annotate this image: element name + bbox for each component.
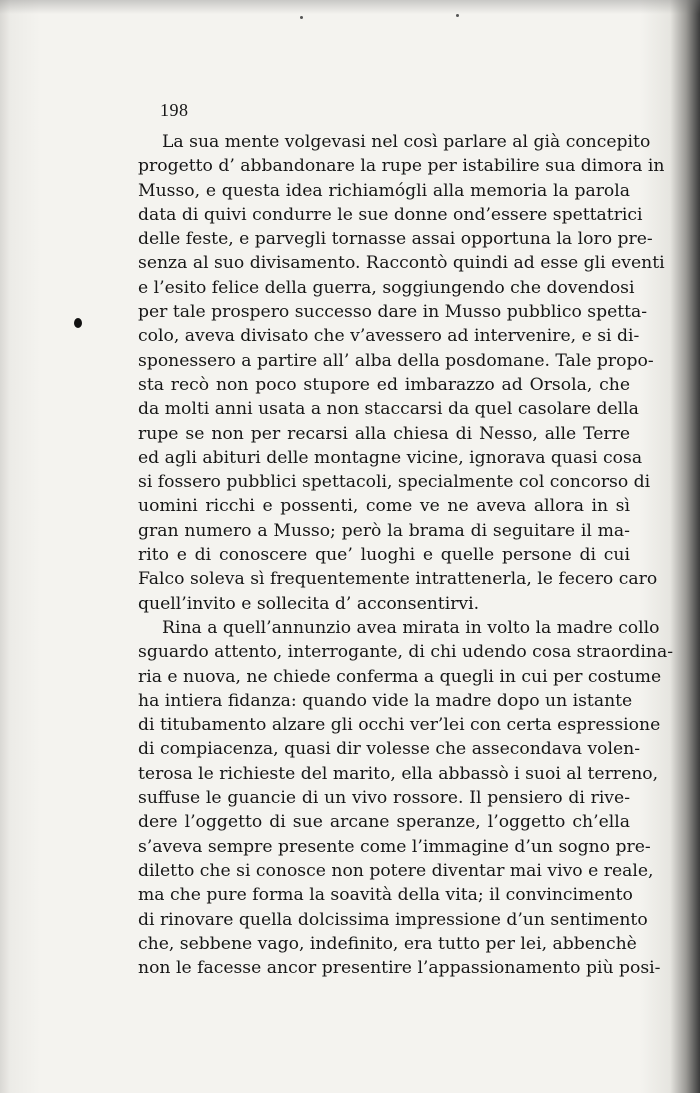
text-line: senza al suo divisamento. Raccontò quindi ad esse gli eventi [138,253,665,274]
paper-speck [456,14,459,17]
text-line: colo, aveva divisato che v’avessero ad intervenire, e si di- [138,326,640,347]
page-number: 198 [160,100,189,120]
paragraph-2 [138,616,674,980]
ink-blot-mark [74,318,82,328]
text-line: ria e nuova, ne chiede conferma a quegli in cui per costume [138,666,662,687]
text-line: dere l’oggetto di sue arcane speranze, l’oggetto ch’ella [138,812,630,833]
text-line: quell’invito e sollecita d’ acconsentirvi. [138,593,480,614]
text-line: data di quivi condurre le sue donne ond’essere spettatrici [138,204,643,225]
paper-speck [300,16,303,19]
text-line: per tale prospero successo dare in Musso pubblico spetta- [138,302,648,323]
text-line: Musso, e questa idea richiamógli alla memoria la parola [138,180,630,201]
text-line: che, sebbene vago, indefinito, era tutto per lei, abbenchè [138,933,637,954]
text-line: suffuse le guancie di un vivo rossore. Il pensiero di rive- [138,788,630,809]
text-line: ed agli abituri delle montagne vicine, ignorava quasi cosa [138,447,643,468]
text-line: da molti anni usata a non staccarsi da quel casolare della [138,399,639,420]
text-line: delle feste, e parvegli tornasse assai opportuna la loro pre- [138,229,653,250]
text-line: Falco soleva sì frequentemente intrattenerla, le fecero caro [138,569,658,590]
text-line: e l’esito felice della guerra, soggiungendo che dovendosi [138,277,635,298]
text-line: di rinovare quella dolcissima impressione d’un sentimento [138,909,648,930]
text-line: di titubamento alzare gli occhi ver’lei con certa espressione [138,715,661,736]
text-line: sguardo attento, interrogante, di chi udendo cosa straordina- [138,642,674,663]
text-line: rupe se non per recarsi alla chiesa di Nesso, alle Terre [138,423,630,444]
text-line: diletto che si conosce non potere diventar mai vivo e reale, [138,860,654,881]
text-line: gran numero a Musso; però la brama di seguitare il ma- [138,520,630,541]
text-line: terosa le richieste del marito, ella abbassò i suoi al terreno, [138,763,659,784]
text-line: ma che pure forma la soavità della vita; il convincimento [138,885,633,906]
text-line: si fossero pubblici spettacoli, specialmente col concorso di [138,472,651,493]
text-line: La sua mente volgevasi nel così parlare al già concepito [162,132,651,152]
text-line: non le facesse ancor presentire l’appassionamento più posi- [138,958,661,979]
text-line: uomini ricchi e possenti, come ve ne aveva allora in sì [138,496,630,517]
text-line: Rina a quell’annunzio avea mirata in volto la madre collo [162,617,660,638]
page-top-shadow [0,0,700,14]
text-line: rito e di conoscere que’ luoghi e quelle persone di cui [138,545,630,566]
text-line: sponessero a partire all’ alba della posdomane. Tale propo- [138,350,654,371]
text-line: progetto d’ abbandonare la rupe per istabilire sua dimora in [138,156,665,177]
body-text [138,130,674,980]
text-line: di compiacenza, quasi dir volesse che assecondava volen- [138,739,641,760]
text-line: ha intiera fidanza: quando vide la madre dopo un istante [138,690,633,711]
text-line: s’aveva sempre presente come l’immagine d’un sogno pre- [138,836,651,857]
text-line: sta recò non poco stupore ed imbarazzo ad Orsola, che [138,374,630,395]
paragraph-1 [138,130,665,616]
